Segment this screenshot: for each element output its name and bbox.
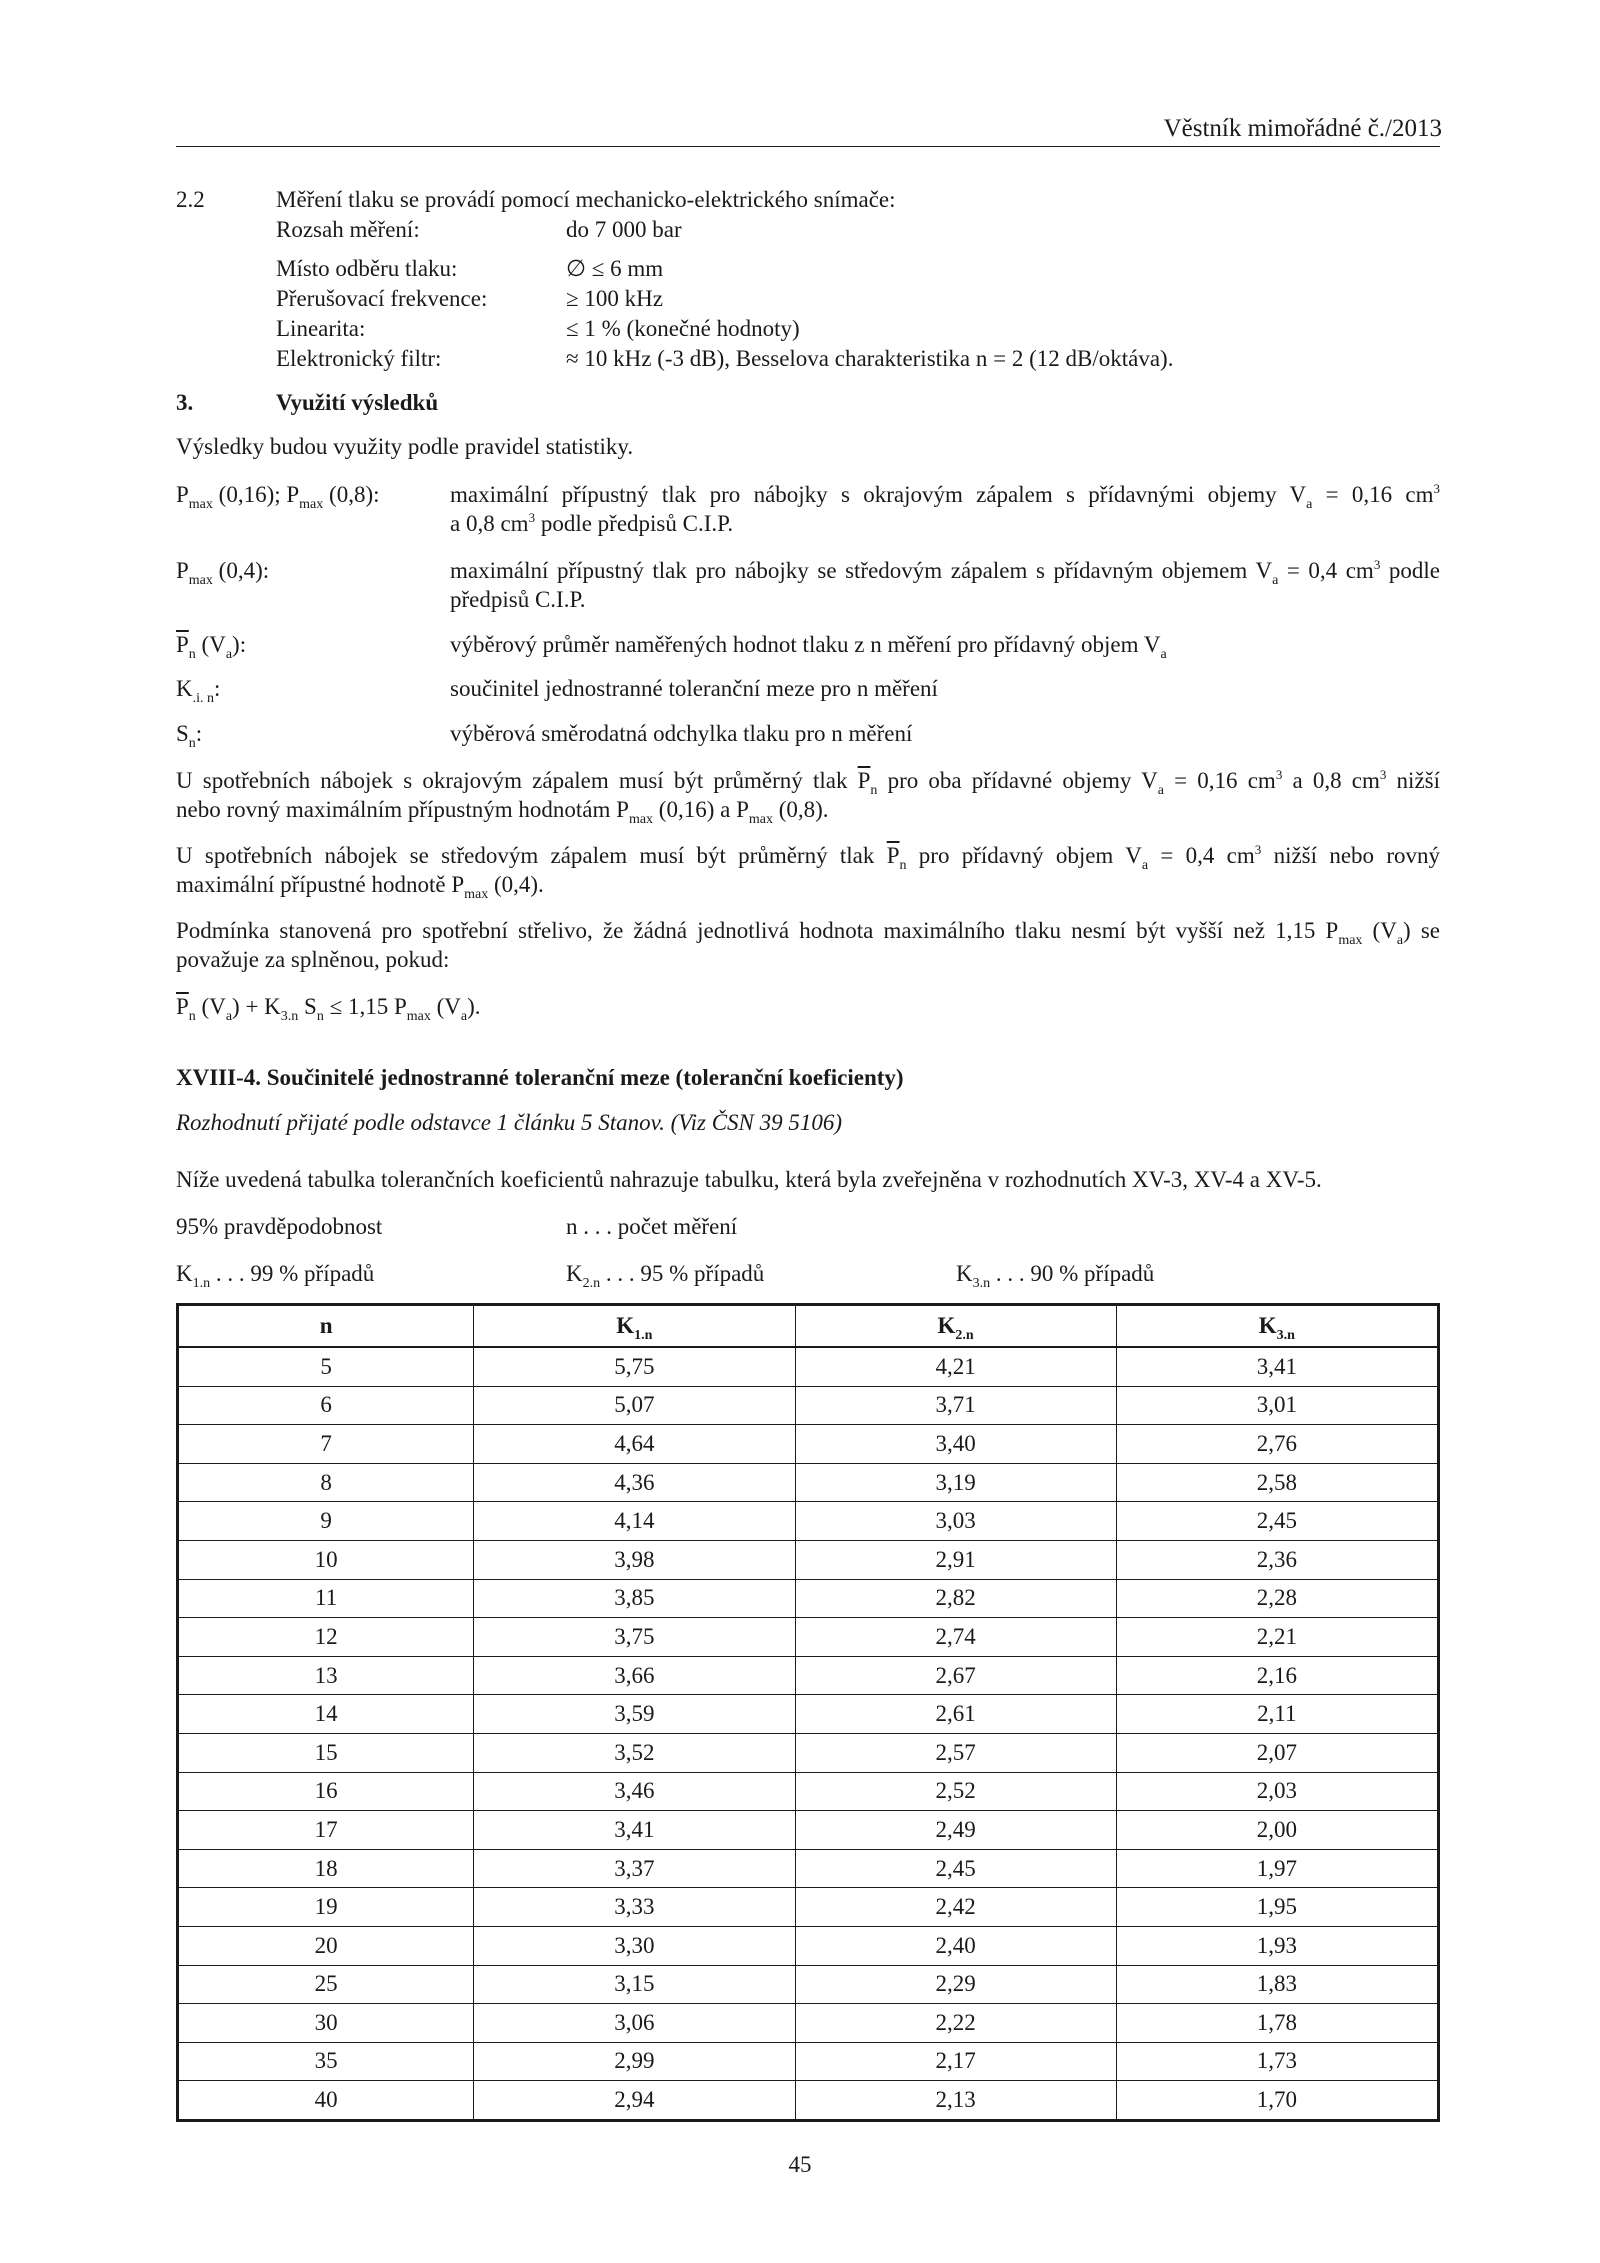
table-cell: 3,15 bbox=[474, 1965, 795, 2004]
table-cell: 2,29 bbox=[795, 1965, 1116, 2004]
table-cell: 2,21 bbox=[1116, 1618, 1438, 1657]
table-cell: 3,98 bbox=[474, 1540, 795, 1579]
n-legend: n . . . počet měření bbox=[566, 1214, 738, 1239]
paragraph-line: maximální přípustné hodnotě $P_{max}$ (0,4). bbox=[176, 872, 544, 902]
column-header-k2: $K_{2.n}$ bbox=[795, 1305, 1116, 1348]
table-row bbox=[178, 1733, 1439, 1772]
table-cell: 30 bbox=[178, 2004, 474, 2043]
spec-value: ∅ ≤ 6 mm bbox=[566, 256, 664, 281]
table-row bbox=[178, 1347, 1439, 1386]
table-cell: 2,49 bbox=[795, 1811, 1116, 1850]
table-cell: 2,16 bbox=[1116, 1656, 1438, 1695]
table-row bbox=[178, 1540, 1439, 1579]
definition-text: výběrová směrodatná odchylka tlaku pro n měření bbox=[450, 721, 913, 746]
table-cell: 4,36 bbox=[474, 1463, 795, 1502]
table-cell: 1,83 bbox=[1116, 1965, 1438, 2004]
table-cell: 15 bbox=[178, 1733, 474, 1772]
table-cell: 2,28 bbox=[1116, 1579, 1438, 1618]
table-cell: 2,74 bbox=[795, 1618, 1116, 1657]
table-cell: 13 bbox=[178, 1656, 474, 1695]
chapter-subtitle: Rozhodnutí přijaté podle odstavce 1 článku 5 Stanov. (Viz ČSN 39 5106) bbox=[176, 1110, 843, 1135]
paragraph-line: nebo rovný maximálním přípustným hodnotám $P_{max}$ (0,16) a $P_{max}$ (0,8). bbox=[176, 797, 829, 827]
table-cell: 3,01 bbox=[1116, 1386, 1438, 1425]
table-cell: 2,91 bbox=[795, 1540, 1116, 1579]
table-row bbox=[178, 2042, 1439, 2081]
table-cell: 1,73 bbox=[1116, 2042, 1438, 2081]
definition-term: $S_n$: bbox=[176, 721, 203, 751]
definition-text: maximální přípustný tlak pro nábojky s okrajovým zápalem s přídavnými objemy $V_a = 0,16$ $cm^3$ bbox=[450, 481, 1441, 512]
section-intro: Výsledky budou využity podle pravidel statistiky. bbox=[176, 434, 634, 459]
table-cell: 3,41 bbox=[474, 1811, 795, 1850]
table-cell: 11 bbox=[178, 1579, 474, 1618]
table-cell: 1,78 bbox=[1116, 2004, 1438, 2043]
table-cell: 2,45 bbox=[1116, 1502, 1438, 1541]
table-cell: 12 bbox=[178, 1618, 474, 1657]
definition-text: výběrový průměr naměřených hodnot tlaku z n měření pro přídavný objem $V_a$ bbox=[450, 632, 1167, 662]
table-cell: 1,97 bbox=[1116, 1849, 1438, 1888]
table-cell: 8 bbox=[178, 1463, 474, 1502]
table-cell: 2,58 bbox=[1116, 1463, 1438, 1502]
table-cell: 2,61 bbox=[795, 1695, 1116, 1734]
table-cell: 3,75 bbox=[474, 1618, 795, 1657]
formula: $\overline{P}_n$ $(V_a) + K_{3.n}$ $S_n \le 1,15$ $P_{max}$ $(V_a)$. bbox=[176, 994, 481, 1024]
table-cell: 3,52 bbox=[474, 1733, 795, 1772]
table-cell: 2,94 bbox=[474, 2081, 795, 2121]
table-row bbox=[178, 1656, 1439, 1695]
table-row bbox=[178, 1695, 1439, 1734]
table-cell: 2,45 bbox=[795, 1849, 1116, 1888]
table-cell: 2,42 bbox=[795, 1888, 1116, 1927]
table-cell: 3,85 bbox=[474, 1579, 795, 1618]
paragraph-line: považuje za splněnou, pokud: bbox=[176, 947, 450, 972]
section-title: Využití výsledků bbox=[276, 390, 439, 415]
table-cell: 3,19 bbox=[795, 1463, 1116, 1502]
column-header-k3: $K_{3.n}$ bbox=[1116, 1305, 1438, 1348]
table-row bbox=[178, 1772, 1439, 1811]
spec-value: do 7 000 bar bbox=[566, 217, 682, 242]
definition-term: $P_{max}$ (0,16); $P_{max}$ (0,8): bbox=[176, 482, 380, 512]
table-cell: 18 bbox=[178, 1849, 474, 1888]
table-row bbox=[178, 1579, 1439, 1618]
section-number: 2.2 bbox=[176, 187, 205, 212]
table-cell: 4,14 bbox=[474, 1502, 795, 1541]
table-cell: 3,06 bbox=[474, 2004, 795, 2043]
table-cell: 3,41 bbox=[1116, 1347, 1438, 1386]
table-cell: 20 bbox=[178, 1926, 474, 1965]
table-cell: 2,22 bbox=[795, 2004, 1116, 2043]
spec-label: Linearita: bbox=[276, 316, 366, 341]
tolerance-table bbox=[176, 1303, 1440, 2122]
definition-text: maximální přípustný tlak pro nábojky se středovým zápalem s přídavným objemem $V_a = 0,4$ $cm^3$ podle bbox=[450, 557, 1440, 588]
table-cell: 3,46 bbox=[474, 1772, 795, 1811]
paragraph: U spotřebních nábojek se středovým zápalem musí být průměrný tlak $\overline{P}_n$ pro přídavný objem $V_a = 0,4$ $cm^3$ nižší nebo rovný bbox=[176, 842, 1441, 873]
table-cell: 3,66 bbox=[474, 1656, 795, 1695]
table-cell: 19 bbox=[178, 1888, 474, 1927]
column-header-k1: $K_{1.n}$ bbox=[474, 1305, 795, 1348]
section-intro: Měření tlaku se provádí pomocí mechanicko-elektrického snímače: bbox=[276, 187, 896, 212]
table-cell: 7 bbox=[178, 1425, 474, 1464]
table-row bbox=[178, 1425, 1439, 1464]
table-cell: 2,40 bbox=[795, 1926, 1116, 1965]
table-cell: 2,07 bbox=[1116, 1733, 1438, 1772]
k2-legend: $K_{2.n}$ . . . 95 % případů bbox=[566, 1261, 765, 1291]
definition-term: $K_{.i. n}$: bbox=[176, 676, 221, 706]
paragraph: U spotřebních nábojek s okrajovým zápalem musí být průměrný tlak $\overline{P}_n$ pro oba přídavné objemy $V_a = 0,16$ $cm^3$ a 0,8 $cm^3$ nižší bbox=[176, 767, 1440, 798]
spec-label: Rozsah měření: bbox=[276, 217, 420, 242]
table-cell: 2,36 bbox=[1116, 1540, 1438, 1579]
column-header-n: n bbox=[178, 1305, 474, 1348]
table-row bbox=[178, 1502, 1439, 1541]
table-cell: 3,40 bbox=[795, 1425, 1116, 1464]
table-row bbox=[178, 1386, 1439, 1425]
spec-value: ≈ 10 kHz (-3 dB), Besselova charakteristika n = 2 (12 dB/oktáva). bbox=[566, 346, 1174, 371]
table-cell: 16 bbox=[178, 1772, 474, 1811]
table-cell: 4,21 bbox=[795, 1347, 1116, 1386]
table-cell: 40 bbox=[178, 2081, 474, 2121]
table-cell: 5 bbox=[178, 1347, 474, 1386]
table-cell: 5,07 bbox=[474, 1386, 795, 1425]
table-header-row bbox=[178, 1305, 1439, 1348]
table-row bbox=[178, 1463, 1439, 1502]
table-row bbox=[178, 1965, 1439, 2004]
k3-legend: $K_{3.n}$ . . . 90 % případů bbox=[956, 1261, 1155, 1291]
spec-label: Přerušovací frekvence: bbox=[276, 286, 488, 311]
table-cell: 2,67 bbox=[795, 1656, 1116, 1695]
table-cell: 6 bbox=[178, 1386, 474, 1425]
table-cell: 2,11 bbox=[1116, 1695, 1438, 1734]
table-cell: 2,99 bbox=[474, 2042, 795, 2081]
table-cell: 2,03 bbox=[1116, 1772, 1438, 1811]
table-row bbox=[178, 1618, 1439, 1657]
page-number: 45 bbox=[788, 2152, 812, 2177]
table-cell: 4,64 bbox=[474, 1425, 795, 1464]
table-cell: 3,03 bbox=[795, 1502, 1116, 1541]
spec-label: Místo odběru tlaku: bbox=[276, 256, 458, 281]
table-cell: 3,71 bbox=[795, 1386, 1116, 1425]
table-row bbox=[178, 1888, 1439, 1927]
k1-legend: $K_{1.n}$ . . . 99 % případů bbox=[176, 1261, 375, 1291]
definition-term: $\overline{P}_n$ $(V_a)$: bbox=[176, 632, 247, 662]
spec-value: ≥ 100 kHz bbox=[566, 286, 663, 311]
definition-text: předpisů C.I.P. bbox=[450, 587, 586, 612]
table-row bbox=[178, 1849, 1439, 1888]
table-cell: 35 bbox=[178, 2042, 474, 2081]
header-rule bbox=[176, 146, 1440, 147]
spec-label: Elektronický filtr: bbox=[276, 346, 442, 371]
table-cell: 14 bbox=[178, 1695, 474, 1734]
definition-text: a 0,8 $cm^3$ podle předpisů C.I.P. bbox=[450, 510, 734, 536]
table-cell: 2,13 bbox=[795, 2081, 1116, 2121]
table-cell: 1,70 bbox=[1116, 2081, 1438, 2121]
table-cell: 9 bbox=[178, 1502, 474, 1541]
table-row bbox=[178, 2081, 1439, 2121]
section-number: 3. bbox=[176, 390, 194, 415]
table-cell: 2,52 bbox=[795, 1772, 1116, 1811]
table-cell: 1,93 bbox=[1116, 1926, 1438, 1965]
table-cell: 5,75 bbox=[474, 1347, 795, 1386]
chapter-title: XVIII-4. Součinitelé jednostranné toleranční meze (toleranční koeficienty) bbox=[176, 1065, 904, 1090]
table-cell: 2,76 bbox=[1116, 1425, 1438, 1464]
table-cell: 3,37 bbox=[474, 1849, 795, 1888]
table-cell: 2,57 bbox=[795, 1733, 1116, 1772]
paragraph: Podmínka stanovená pro spotřební střelivo, že žádná jednotlivá hodnota maximálního tlaku nesmí být vyšší než 1,15 $P_{max}$ $(V_a)$ se bbox=[176, 918, 1440, 948]
table-cell: 3,33 bbox=[474, 1888, 795, 1927]
table-row bbox=[178, 1811, 1439, 1850]
table-cell: 25 bbox=[178, 1965, 474, 2004]
table-cell: 1,95 bbox=[1116, 1888, 1438, 1927]
chapter-note: Níže uvedená tabulka tolerančních koeficientů nahrazuje tabulku, která byla zveřejněna v rozhodnutích XV-3, XV-4 a XV-5. bbox=[176, 1167, 1322, 1192]
table-body bbox=[178, 1347, 1439, 2120]
table-row bbox=[178, 2004, 1439, 2043]
table-cell: 2,17 bbox=[795, 2042, 1116, 2081]
table-cell: 3,30 bbox=[474, 1926, 795, 1965]
spec-value: ≤ 1 % (konečné hodnoty) bbox=[566, 316, 800, 341]
probability-label: 95% pravděpodobnost bbox=[176, 1214, 383, 1239]
table-cell: 10 bbox=[178, 1540, 474, 1579]
table-cell: 17 bbox=[178, 1811, 474, 1850]
definition-term: $P_{max}$ (0,4): bbox=[176, 558, 270, 588]
definition-text: součinitel jednostranné toleranční meze pro n měření bbox=[450, 676, 938, 701]
running-header: Věstník mimořádné č./2013 bbox=[1163, 115, 1442, 142]
table-row bbox=[178, 1926, 1439, 1965]
table-cell: 3,59 bbox=[474, 1695, 795, 1734]
table-cell: 2,00 bbox=[1116, 1811, 1438, 1850]
table-cell: 2,82 bbox=[795, 1579, 1116, 1618]
